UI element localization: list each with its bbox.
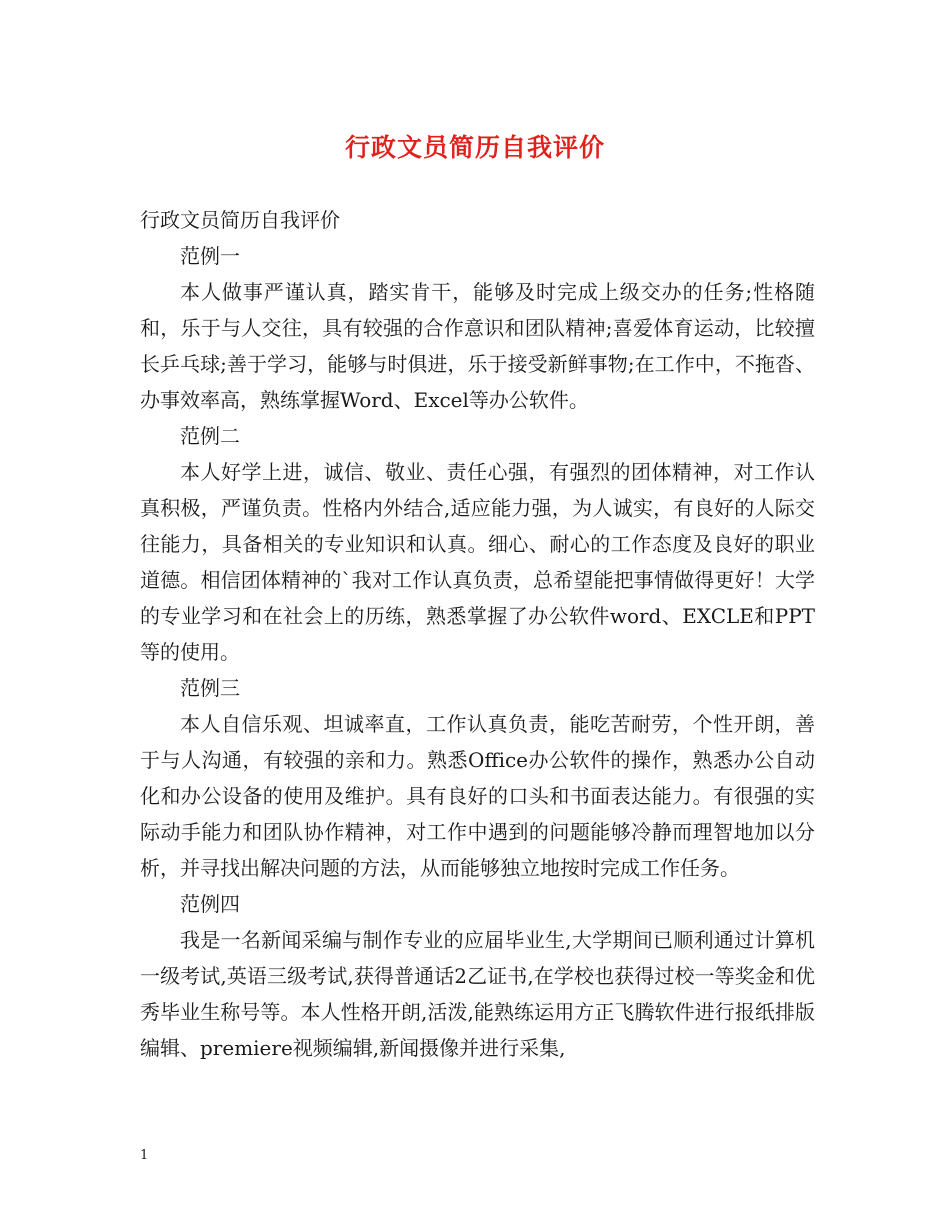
example-label: 范例一 <box>180 244 240 268</box>
example-paragraph: 我是一名新闻采编与制作专业的应届毕业生,大学期间已顺利通过计算机一级考试,英语三级考试,获得普通话2乙证书,在学校也获得过校一等奖金和优秀毕业生称号等。本人性格开朗,活泼,能熟练运用方正飞腾软件进行报纸排版编辑、premiere视频编辑,新闻摄像并进行采集, <box>140 928 815 1060</box>
page-number: 1 <box>140 1148 149 1163</box>
intro-heading: 行政文员简历自我评价 <box>140 208 340 232</box>
example-label: 范例四 <box>180 892 240 916</box>
document-body <box>140 202 815 1066</box>
example-label: 范例三 <box>180 676 240 700</box>
example-label: 范例二 <box>180 424 240 448</box>
example-paragraph: 本人好学上进，诚信、敬业、责任心强，有强烈的团体精神，对工作认真积极，严谨负责。性格内外结合,适应能力强，为人诚实，有良好的人际交往能力，具备相关的专业知识和认真。细心、耐心的工作态度及良好的职业道德。相信团体精神的`我对工作认真负责，总希望能把事情做得更好！大学的专业学习和在社会上的历练，熟悉掌握了办公软件word、EXCLE和PPT等的使用。 <box>140 460 815 664</box>
example-paragraph: 本人自信乐观、坦诚率直，工作认真负责，能吃苦耐劳，个性开朗，善于与人沟通，有较强的亲和力。熟悉Office办公软件的操作，熟悉办公自动化和办公设备的使用及维护。具有良好的口头和书面表达能力。有很强的实际动手能力和团队协作精神，对工作中遇到的问题能够冷静而理智地加以分析，并寻找出解决问题的方法，从而能够独立地按时完成工作任务。 <box>140 712 815 880</box>
document-title: 行政文员简历自我评价 <box>344 133 605 162</box>
example-paragraph: 本人做事严谨认真，踏实肯干，能够及时完成上级交办的任务;性格随和，乐于与人交往，具有较强的合作意识和团队精神;喜爱体育运动，比较擅长乒乓球;善于学习，能够与时俱进，乐于接受新鲜事物;在工作中，不拖沓、办事效率高，熟练掌握Word、Excel等办公软件。 <box>140 280 815 412</box>
